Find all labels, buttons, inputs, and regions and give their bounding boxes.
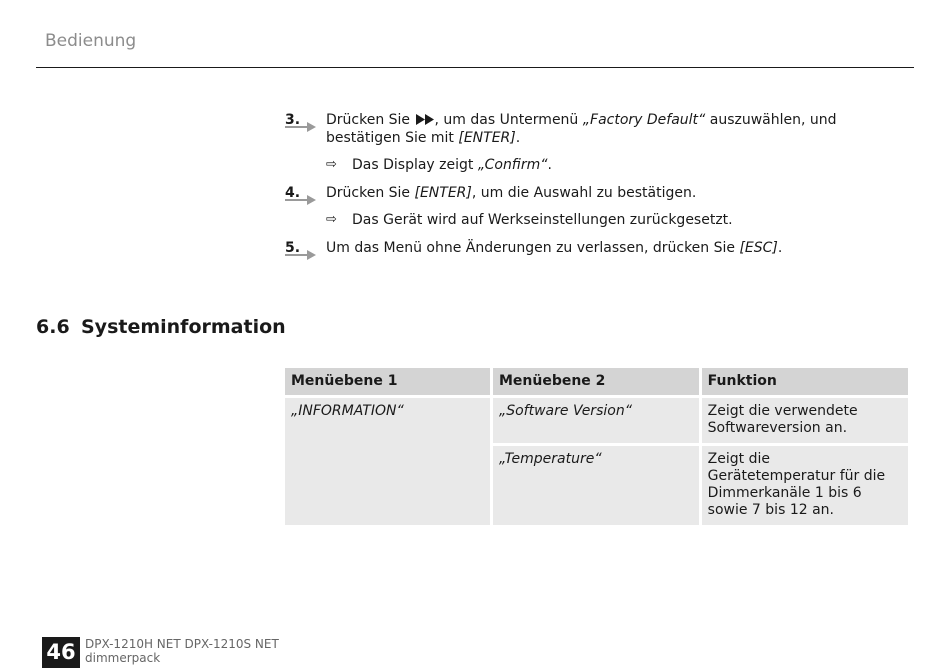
step-arrow-icon <box>285 244 317 260</box>
step-arrow-icon <box>285 189 317 205</box>
table-header-cell: Menüebene 2 <box>493 368 699 395</box>
footer-product-info <box>85 637 279 665</box>
step-4: 4. Drücken Sie [ENTER], um die Auswahl zu bestätigen. <box>285 184 915 202</box>
step-arrow-icon <box>285 116 317 132</box>
step-5: 5. Um das Menü ohne Änderungen zu verlassen, drücken Sie [ESC]. <box>285 239 915 257</box>
table-cell-menu1: „INFORMATION“ <box>285 398 490 525</box>
section-title: Systeminformation <box>81 316 286 338</box>
table-header-cell: Menüebene 1 <box>285 368 490 395</box>
section-number: 6.6 <box>36 316 70 338</box>
step-3: 3. Drücken Sie , um das Untermenü „Factory Default“ auszuwählen, und bestätigen Sie mit [ENTER]. <box>285 112 837 146</box>
step-number: 5. <box>285 240 301 256</box>
system-info-table <box>282 365 911 528</box>
running-header: Bedienung <box>45 31 137 51</box>
table-cell-menu2: „Temperature“ <box>493 446 699 525</box>
table-cell-menu2: „Software Version“ <box>493 398 699 443</box>
table-header-cell: Funktion <box>702 368 908 395</box>
section-heading <box>36 316 286 338</box>
step-number: 3. <box>285 112 301 128</box>
table-header-row <box>285 368 908 395</box>
footer-model: DPX-1210H NET DPX-1210S NET <box>85 637 279 651</box>
table-cell-function: Zeigt die Gerätetemperatur für die Dimmerkanäle 1 bis 6 sowie 7 bis 12 an. <box>702 446 908 525</box>
result-arrow-icon: ⇨ <box>326 212 337 227</box>
result-arrow-icon: ⇨ <box>326 157 337 172</box>
header-divider <box>36 67 914 68</box>
page-number: 46 <box>42 637 80 668</box>
table-cell-function: Zeigt die verwendete Softwareversion an. <box>702 398 908 443</box>
step-4-result: ⇨ Das Gerät wird auf Werkseinstellungen zurückgesetzt. <box>326 212 733 228</box>
table-row <box>285 398 908 443</box>
instruction-steps <box>285 111 915 257</box>
footer-product: dimmerpack <box>85 651 161 665</box>
step-3-result: ⇨ Das Display zeigt „Confirm“. <box>326 157 552 173</box>
step-number: 4. <box>285 185 301 201</box>
fast-forward-icon <box>415 114 435 125</box>
